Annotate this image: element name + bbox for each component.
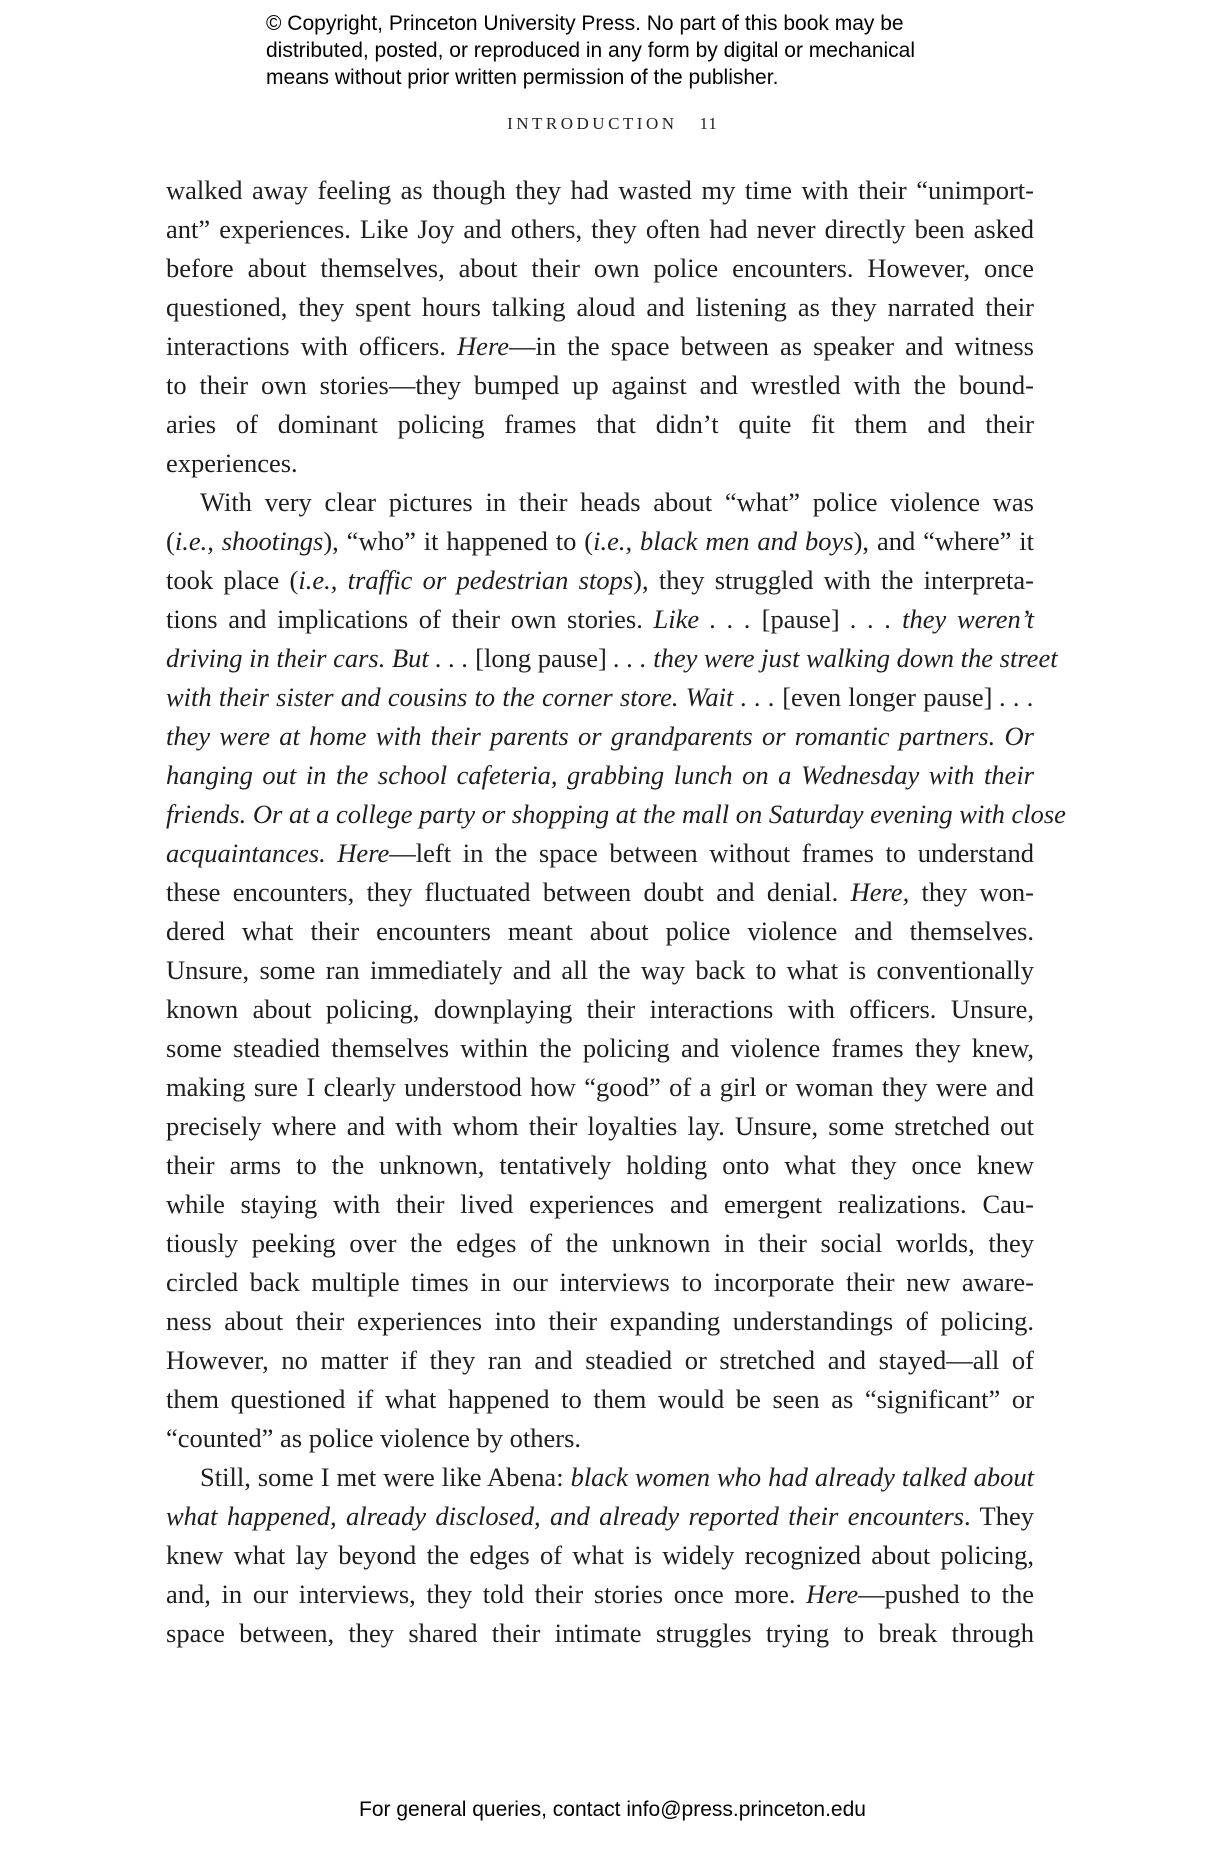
text-span: Unsure, some ran immediately and all the way back to what is conventionally xyxy=(166,955,1034,985)
text-span: interactions with officers. xyxy=(166,331,458,361)
text-line xyxy=(166,1497,1034,1536)
text-line xyxy=(166,249,1034,288)
copyright-notice xyxy=(266,10,1026,91)
copyright-line-1: © Copyright, Princeton University Press. No part of this book may be xyxy=(266,12,904,35)
text-line xyxy=(166,717,1034,756)
text-span: [long pause] xyxy=(468,643,614,673)
page-number: 11 xyxy=(699,114,718,133)
italic-text: i.e., shootings xyxy=(174,526,324,556)
text-line xyxy=(166,444,1034,483)
italic-text: Here xyxy=(806,1579,859,1609)
text-span: aries of dominant policing frames that didn’t quite fit them and their xyxy=(166,409,1034,439)
text-line xyxy=(166,1575,1034,1614)
italic-text: with their sister and cousins to the corner store. Wait . . . xyxy=(166,682,775,712)
text-line xyxy=(166,912,1034,951)
text-line xyxy=(166,1341,1034,1380)
text-span: —in the space between as speaker and witness xyxy=(509,331,1034,361)
text-line xyxy=(166,1458,1034,1497)
text-line xyxy=(166,210,1034,249)
italic-text: black women who had already talked about xyxy=(570,1462,1034,1492)
text-span: ), “who” it happened to ( xyxy=(323,526,594,556)
text-span: and, in our interviews, they told their stories once more. xyxy=(166,1579,807,1609)
text-line xyxy=(166,756,1034,795)
italic-text: what happened, already disclosed, and already reported their encounters xyxy=(166,1501,964,1531)
italic-text: hanging out in the school cafeteria, grabbing lunch on a Wednesday with their xyxy=(166,760,1034,790)
footer-contact: For general queries, contact info@press.princeton.edu xyxy=(359,1798,866,1821)
text-span: dered what their encounters meant about police violence and themselves. xyxy=(166,916,1034,946)
text-line xyxy=(166,639,1058,678)
text-span: . They xyxy=(963,1501,1034,1531)
text-span: knew what lay beyond the edges of what is widely recognized about policing, xyxy=(166,1540,1034,1570)
italic-text: friends. Or at a college party or shopping at the mall on Saturday evening with close xyxy=(166,799,1066,829)
text-line xyxy=(166,483,1034,522)
text-line xyxy=(166,1263,1034,1302)
text-span: —left in the space between without frames to understand xyxy=(389,838,1034,868)
text-line xyxy=(166,1302,1034,1341)
text-line xyxy=(166,795,1066,834)
text-span: “counted” as police violence by others. xyxy=(166,1423,582,1453)
text-span: ness about their experiences into their expanding understandings of policing. xyxy=(166,1306,1034,1336)
copyright-line-3: means without prior written permission of the publisher. xyxy=(266,66,779,89)
italic-text: Like . . . xyxy=(653,604,751,634)
italic-text: they were at home with their parents or grandparents or romantic partners. Or xyxy=(166,721,1034,751)
text-line xyxy=(166,327,1034,366)
text-line xyxy=(166,522,1034,561)
text-span: [even longer pause] xyxy=(774,682,1000,712)
text-span: circled back multiple times in our interviews to incorporate their new aware- xyxy=(166,1267,1034,1297)
text-line xyxy=(166,834,1034,873)
italic-text: . . . they were just walking down the street xyxy=(613,643,1058,673)
text-line xyxy=(166,1068,1034,1107)
text-span: ( xyxy=(166,526,175,556)
text-line xyxy=(166,678,1034,717)
italic-text: i.e., black men and boys xyxy=(593,526,854,556)
text-span: experiences. xyxy=(166,448,298,478)
text-span: while staying with their lived experiences and emergent realizations. Cau- xyxy=(166,1189,1034,1219)
text-span: took place ( xyxy=(166,565,299,595)
italic-text: driving in their cars. But . . . xyxy=(166,643,469,673)
text-line xyxy=(166,1419,1034,1458)
text-span: [pause] xyxy=(751,604,851,634)
italic-text: Here xyxy=(457,331,510,361)
italic-text: . . . they weren’t xyxy=(850,604,1034,634)
text-span: However, no matter if they ran and steadied or stretched and stayed—all of xyxy=(166,1345,1034,1375)
text-line xyxy=(166,288,1034,327)
copyright-line-2: distributed, posted, or reproduced in any form by digital or mechanical xyxy=(266,39,916,62)
text-span: ant” experiences. Like Joy and others, they often had never directly been asked xyxy=(166,214,1034,244)
text-line xyxy=(166,1029,1034,1068)
text-span: space between, they shared their intimate struggles trying to break through xyxy=(166,1618,1034,1648)
chapter-title: INTRODUCTION xyxy=(507,114,678,133)
text-line xyxy=(166,1614,1034,1653)
text-span: questioned, they spent hours talking aloud and listening as they narrated their xyxy=(166,292,1034,322)
text-line xyxy=(166,1185,1034,1224)
text-span: their arms to the unknown, tentatively holding onto what they once knew xyxy=(166,1150,1034,1180)
text-line xyxy=(166,1224,1034,1263)
text-span: tions and implications of their own stories. xyxy=(166,604,654,634)
text-line xyxy=(166,405,1034,444)
text-span: walked away feeling as though they had wasted my time with their “unimport- xyxy=(166,175,1034,205)
text-span: With very clear pictures in their heads about “what” police violence was xyxy=(200,487,1034,517)
text-line xyxy=(166,1536,1034,1575)
body-text xyxy=(166,171,1066,1653)
text-line xyxy=(166,561,1034,600)
italic-text: . . . xyxy=(999,682,1034,712)
text-span: —pushed to the xyxy=(858,1579,1034,1609)
text-span: making sure I clearly understood how “good” of a girl or woman they were and xyxy=(166,1072,1034,1102)
text-line xyxy=(166,1146,1034,1185)
text-line xyxy=(166,171,1034,210)
italic-text: acquaintances. Here xyxy=(166,838,390,868)
text-span: some steadied themselves within the policing and violence frames they knew, xyxy=(166,1033,1034,1063)
text-line xyxy=(166,990,1034,1029)
text-span: ), they struggled with the interpreta- xyxy=(633,565,1034,595)
italic-text: i.e., traffic or pedestrian stops xyxy=(298,565,634,595)
text-span: known about policing, downplaying their interactions with officers. Unsure, xyxy=(166,994,1034,1024)
text-line xyxy=(166,951,1034,990)
text-span: them questioned if what happened to them would be seen as “significant” or xyxy=(166,1384,1034,1414)
text-span: tiously peeking over the edges of the unknown in their social worlds, they xyxy=(166,1228,1034,1258)
text-line xyxy=(166,600,1034,639)
text-span: before about themselves, about their own police encounters. However, once xyxy=(166,253,1034,283)
text-span: these encounters, they fluctuated between doubt and denial. xyxy=(166,877,851,907)
text-span: they won- xyxy=(909,877,1035,907)
running-head xyxy=(0,114,1225,134)
italic-text: Here, xyxy=(850,877,910,907)
text-span: Still, some I met were like Abena: xyxy=(200,1462,571,1492)
text-line xyxy=(166,366,1034,405)
text-line xyxy=(166,873,1034,912)
text-line xyxy=(166,1107,1034,1146)
text-span: precisely where and with whom their loyalties lay. Unsure, some stretched out xyxy=(166,1111,1034,1141)
text-span: ), and “where” it xyxy=(853,526,1034,556)
text-span: to their own stories—they bumped up against and wrestled with the bound- xyxy=(166,370,1034,400)
text-line xyxy=(166,1380,1034,1419)
